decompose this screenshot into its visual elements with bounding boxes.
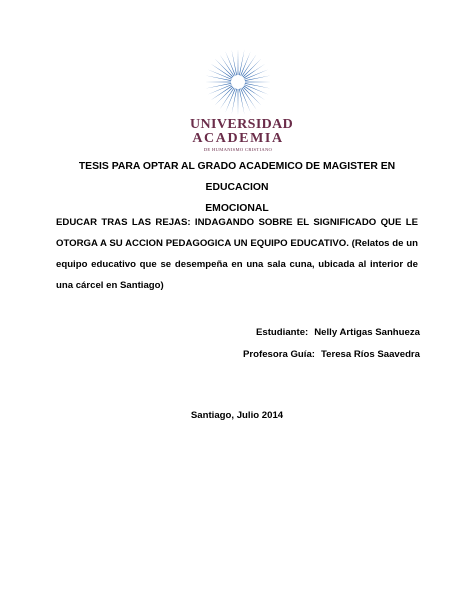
burst-ray [243,87,262,106]
burst-ray [206,76,232,81]
burst-ray [244,86,266,101]
burst-ray [205,82,231,83]
burst-ray [239,50,244,76]
thesis-heading [58,156,416,219]
burst-ray [211,86,233,101]
place-date: Santiago, Julio 2014 [190,410,284,421]
burst-ray [238,89,239,115]
burst-ray [242,55,257,77]
advisor-label: Profesora Guía: [243,349,315,360]
thesis-title-main: EDUCAR TRAS LAS REJAS: INDAGANDO SOBRE EL SIGNIFICADO QUE LE OTORGA A SU ACCION PEDAGOGICA UN EQUIPO EDUCATIVO. [56,217,418,249]
logo-university-text: UNIVERSIDAD [190,117,294,132]
burst-ray [206,83,232,88]
burst-ray [232,50,237,76]
advisor-name: Teresa Ríos Saavedra [320,349,420,360]
burst-center [235,79,241,85]
burst-ray [211,64,233,79]
thesis-heading-line2: EMOCIONAL [205,203,269,214]
thesis-title-subtitle: (Relatos de un equipo educativo que se desempeña en una sala cuna, ubicada al interior de una cárcel en Santiago) [56,238,418,291]
burst-ray [238,49,239,75]
thesis-title [56,212,418,296]
burst-ray [242,88,257,110]
burst-ray [220,88,235,110]
burst-ray [245,82,271,83]
burst-ray [243,59,262,78]
logo-subtitle-text: DE HUMANISMO CRISTIANO [203,147,273,152]
burst-ray [215,59,234,78]
burst-ray [244,64,266,79]
burst-ray [215,87,234,106]
radial-burst-icon [202,48,274,116]
student-label: Estudiante: [256,327,309,338]
student-line [256,326,420,339]
burst-ray [245,83,271,88]
logo-academia-text: ACADEMIA [192,131,284,146]
university-logo [190,48,294,152]
advisor-line [243,348,420,361]
burst-ray [239,89,244,115]
burst-ray [232,89,237,115]
thesis-heading-line1: TESIS PARA OPTAR AL GRADO ACADEMICO DE MAGISTER EN EDUCACION [78,161,396,193]
student-name: Nelly Artigas Sanhueza [314,327,420,338]
burst-ray [245,76,271,81]
burst-ray [220,55,235,77]
